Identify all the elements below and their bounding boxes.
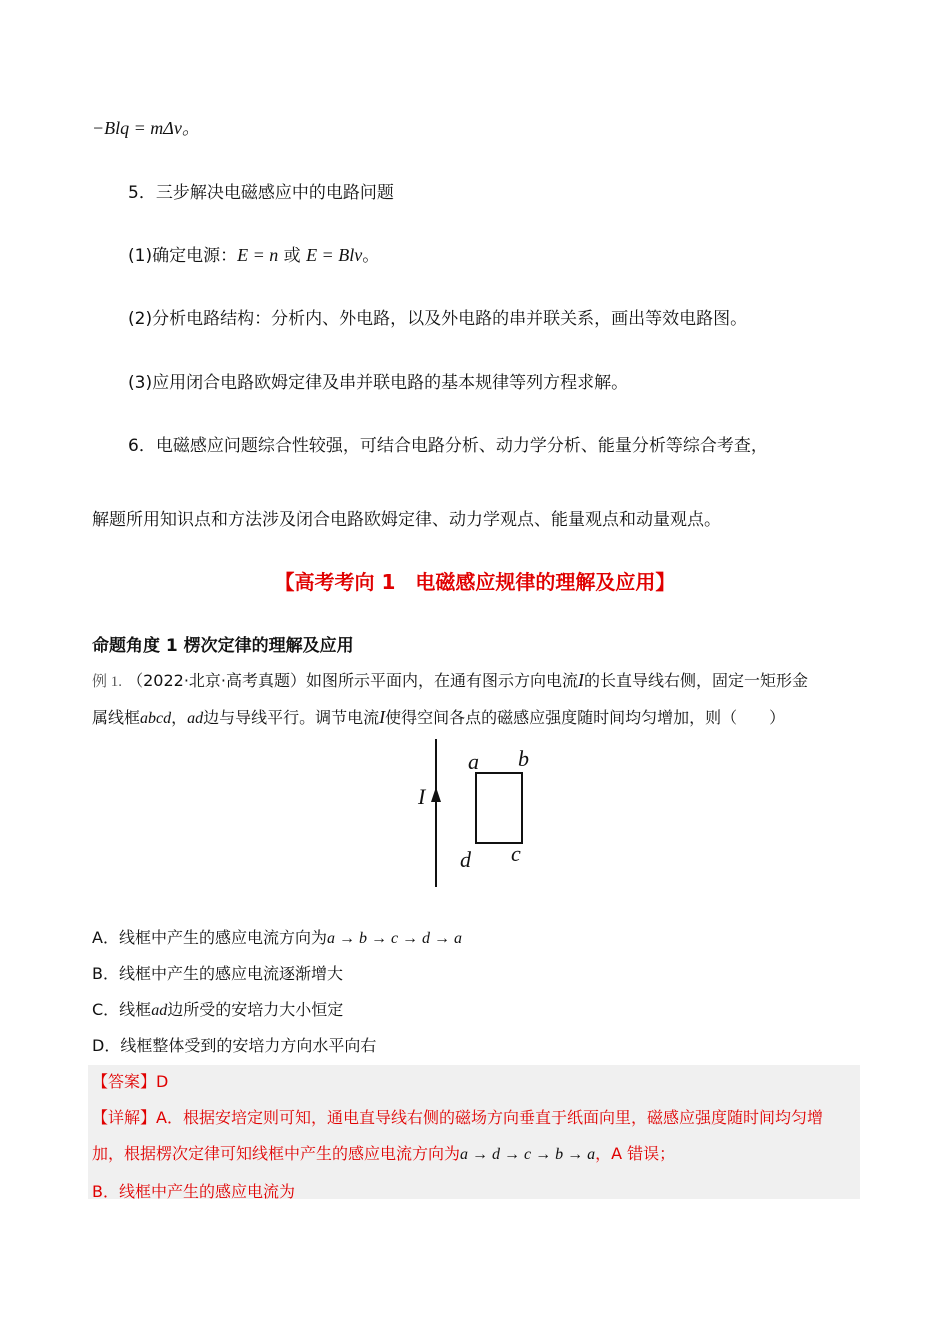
section5-step3: (3)应用闭合电路欧姆定律及串并联电路的基本规律等列方程求解。 bbox=[128, 373, 629, 393]
current-arrow bbox=[431, 787, 441, 802]
example-text-2b: ， bbox=[171, 708, 188, 727]
corner-c: c bbox=[511, 841, 521, 866]
subheading: 命题角度 1 楞次定律的理解及应用 bbox=[92, 636, 354, 656]
detail-line3: B．线框中产生的感应电流为 bbox=[92, 1182, 295, 1201]
detail-line2 bbox=[92, 1141, 675, 1164]
corner-b: b bbox=[518, 746, 529, 771]
example-label: 例 1. bbox=[92, 674, 123, 690]
detail-line2-math: a → d → c → b → a bbox=[460, 1146, 596, 1163]
section5-step2: (2)分析电路结构：分析内、外电路，以及外电路的串并联关系，画出等效电路图。 bbox=[128, 309, 748, 329]
var-abcd: abcd bbox=[140, 710, 172, 727]
formula-line: −Blq = mΔv。 bbox=[92, 118, 200, 138]
step1-or: 或 bbox=[278, 246, 307, 266]
answer-line: 【答案】D bbox=[92, 1072, 169, 1091]
option-b: B．线框中产生的感应电流逐渐增大 bbox=[92, 964, 343, 983]
section5-step1 bbox=[128, 241, 379, 266]
detail-line1: 【详解】A．根据安培定则可知，通电直导线右侧的磁场方向垂直于纸面向里，磁感应强度随时间均匀增 bbox=[92, 1108, 823, 1127]
section6-line2: 解题所用知识点和方法涉及闭合电路欧姆定律、动力学观点、能量观点和动量观点。 bbox=[92, 510, 721, 530]
section6-line1: 6．电磁感应问题综合性较强，可结合电路分析、动力学分析、能量分析等综合考查， bbox=[128, 436, 768, 456]
section5-title: 5．三步解决电磁感应中的电路问题 bbox=[128, 183, 394, 203]
example-line1 bbox=[92, 668, 808, 691]
step1-eq2: E = Blv bbox=[306, 245, 363, 265]
current-label: I bbox=[418, 784, 426, 809]
option-a-text: A．线框中产生的感应电流方向为 bbox=[92, 928, 327, 947]
example-text-2a: 属线框 bbox=[92, 708, 141, 727]
wire-loop-figure bbox=[400, 735, 560, 895]
step1-eq1: E = n bbox=[237, 245, 279, 265]
option-c-math: ad bbox=[151, 1002, 168, 1019]
section-heading: 【高考考向 1 电磁感应规律的理解及应用】 bbox=[274, 570, 676, 594]
example-text-1a: （2022·北京·高考真题）如图所示平面内，在通有图示方向电流 bbox=[127, 671, 579, 690]
option-c-text1: C．线框 bbox=[92, 1000, 152, 1019]
detail-line2-b: ，A 错误； bbox=[595, 1144, 676, 1163]
option-d: D．线框整体受到的安培力方向水平向右 bbox=[92, 1036, 377, 1055]
step1-suffix: 。 bbox=[362, 246, 380, 266]
example-text-2d: 使得空间各点的磁感应强度随时间均匀增加，则（ ） bbox=[385, 708, 786, 727]
corner-d: d bbox=[460, 847, 471, 872]
option-a-math: a → b → c → d → a bbox=[326, 930, 463, 947]
rectangular-loop bbox=[476, 773, 522, 843]
corner-a: a bbox=[468, 749, 479, 774]
detail-line2-a: 加，根据楞次定律可知线框中产生的感应电流方向为 bbox=[92, 1144, 461, 1163]
option-c bbox=[92, 997, 343, 1020]
var-I-2: I bbox=[379, 707, 386, 727]
option-c-text2: 边所受的安培力大小恒定 bbox=[167, 1000, 344, 1019]
option-a bbox=[92, 925, 462, 948]
example-text-2c: 边与导线平行。调节电流 bbox=[203, 708, 380, 727]
var-ad: ad bbox=[187, 710, 204, 727]
example-text-1b: 的长直导线右侧，固定一矩形金 bbox=[584, 671, 809, 690]
example-line2 bbox=[92, 705, 785, 728]
var-I: I bbox=[578, 670, 585, 690]
step1-prefix: (1)确定电源： bbox=[128, 246, 238, 266]
